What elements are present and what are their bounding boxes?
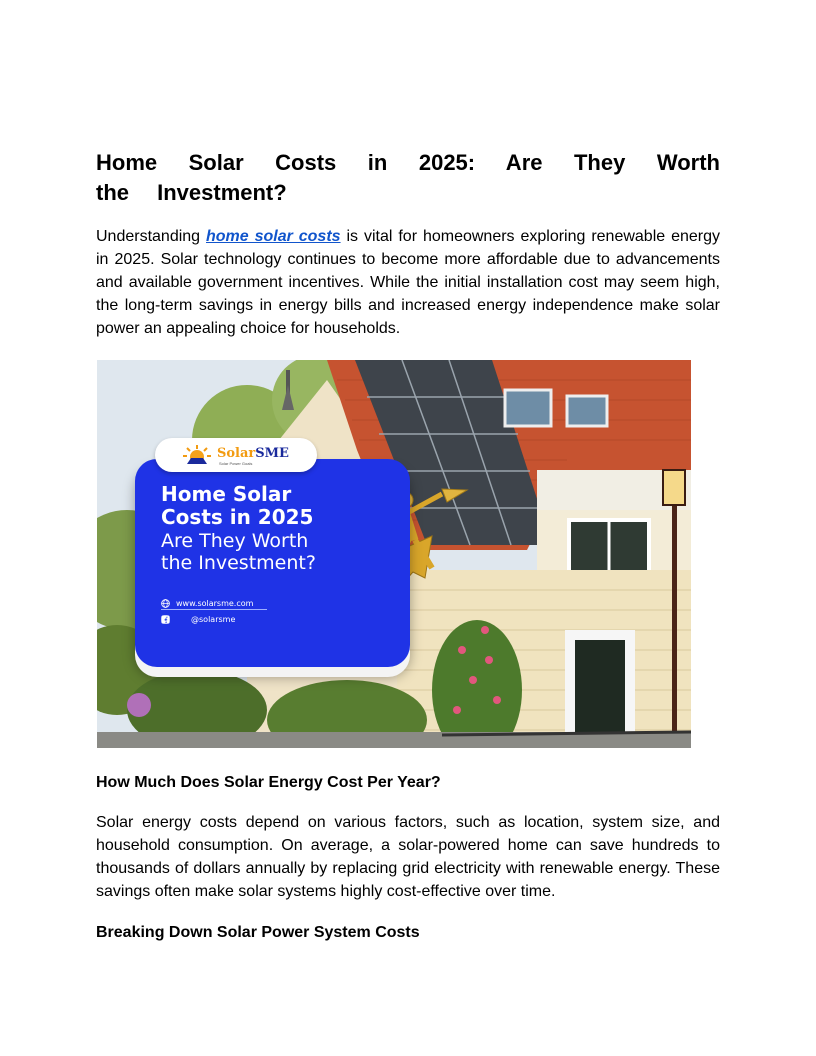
- solarsme-logo-badge: [155, 438, 317, 472]
- intro-text-before: Understanding: [96, 228, 206, 245]
- intro-text-after: is vital for homeowners exploring renewable energy in 2025. Solar technology continues to become more affordable due to advancements and available government incentives. While the initial installation cost may seem high, the long-term savings in energy bills and increased energy independence make solar power an appealing choice for households.: [96, 228, 720, 337]
- card-subtitle-line-1: Are They Worth: [161, 530, 309, 552]
- logo-tagline: Solar Power Goals: [219, 461, 253, 466]
- section-heading-system-costs: Breaking Down Solar Power System Costs: [96, 924, 420, 941]
- logo-brand-prefix: Solar: [217, 446, 256, 461]
- home-solar-costs-link[interactable]: home solar costs: [206, 228, 341, 245]
- article-body: [96, 148, 720, 944]
- instagram-icon: [176, 615, 185, 624]
- social-handle: @solarsme: [191, 615, 236, 624]
- section-paragraph-annual-cost: Solar energy costs depend on various factors, such as location, system size, and household consumption. On average, a solar-powered home can save hundreds to thousands of dollars annually by replacing grid electricity with renewable energy. These savings often make solar systems highly cost-effective over time.: [96, 814, 720, 900]
- page-title: Home Solar Costs in 2025: Are They Worth the Investment?: [96, 150, 720, 205]
- hero-image: [97, 360, 691, 748]
- logo-brand: [217, 446, 289, 461]
- section-heading-annual-cost: How Much Does Solar Energy Cost Per Year?: [96, 774, 441, 791]
- globe-icon: [161, 599, 170, 608]
- intro-paragraph: [96, 225, 720, 340]
- card-subtitle-line-2: the Investment?: [161, 552, 316, 574]
- card-subtitle: [161, 530, 316, 574]
- promo-card: [135, 459, 410, 667]
- card-title-line-1: Home Solar: [161, 482, 292, 506]
- card-divider: [161, 609, 267, 610]
- card-social: [161, 615, 235, 624]
- card-title: [161, 483, 313, 529]
- card-website: [161, 599, 253, 608]
- website-text: www.solarsme.com: [176, 599, 254, 608]
- logo-brand-suffix: SME: [255, 446, 289, 461]
- card-title-line-2: Costs in 2025: [161, 505, 314, 529]
